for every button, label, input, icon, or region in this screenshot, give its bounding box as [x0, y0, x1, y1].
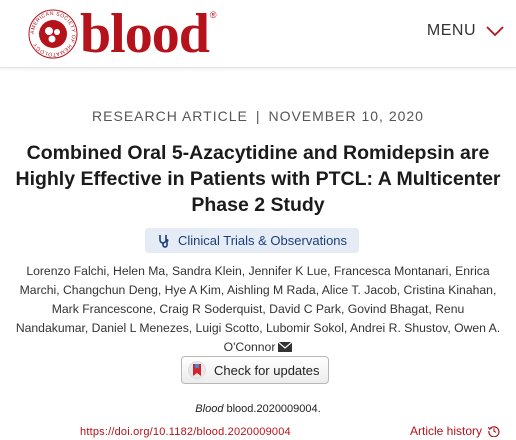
- ash-seal-icon: [28, 9, 78, 59]
- citation-id: blood.2020009004.: [223, 403, 321, 415]
- section-label: Clinical Trials & Observations: [177, 233, 348, 248]
- logo-wordmark: blood: [80, 3, 209, 65]
- menu-button[interactable]: [427, 22, 504, 40]
- journal-name: Blood: [195, 403, 224, 415]
- history-clock-icon: [488, 425, 500, 437]
- article-date: NOVEMBER 10, 2020: [268, 108, 424, 124]
- menu-label: MENU: [426, 22, 476, 39]
- check-for-updates-label: Check for updates: [214, 362, 320, 378]
- blood-logo[interactable]: [28, 4, 217, 64]
- seal-text: AMERICAN SOCIETY OF HEMATOLOGY: [29, 10, 77, 58]
- envelope-icon[interactable]: [278, 342, 292, 352]
- crossmark-icon: [188, 361, 206, 379]
- article-meta: [0, 108, 516, 124]
- article-type: RESEARCH ARTICLE: [92, 108, 248, 124]
- author-list: [14, 262, 502, 357]
- registered-mark: ®: [209, 10, 217, 20]
- article-history-label: Article history: [410, 424, 483, 438]
- article-history-button[interactable]: [410, 424, 500, 438]
- meta-separator: |: [255, 108, 261, 124]
- doi-link[interactable]: https://doi.org/10.1182/blood.2020009004: [80, 426, 291, 438]
- stethoscope-icon: [157, 234, 171, 248]
- authors-text: Lorenzo Falchi, Helen Ma, Sandra Klein, Jennifer K Lue, Francesca Montanari, Enrica Marchi, Changchun Deng, Hye A Kim, Aishling M Rada, Alice T. Jacob, Cristina Kinahan, Mark Francescone, Craig R Soderquist, David C Park, Govind Bhagat, Renu Nandakumar, Daniel L Menezes, Luigi Scotto, Lubomir Sokol, Andrei R. Shustov, Owen A. O'Connor: [15, 264, 501, 354]
- chevron-down-icon: [486, 25, 504, 37]
- citation: [0, 403, 516, 415]
- section-tag-button[interactable]: [145, 228, 359, 253]
- site-header: [0, 0, 516, 68]
- check-for-updates-button[interactable]: [181, 356, 329, 384]
- article-title: Combined Oral 5-Azacytidine and Romidepsin are Highly Effective in Patients with PTCL: A Multicenter Phase 2 Study: [15, 142, 501, 216]
